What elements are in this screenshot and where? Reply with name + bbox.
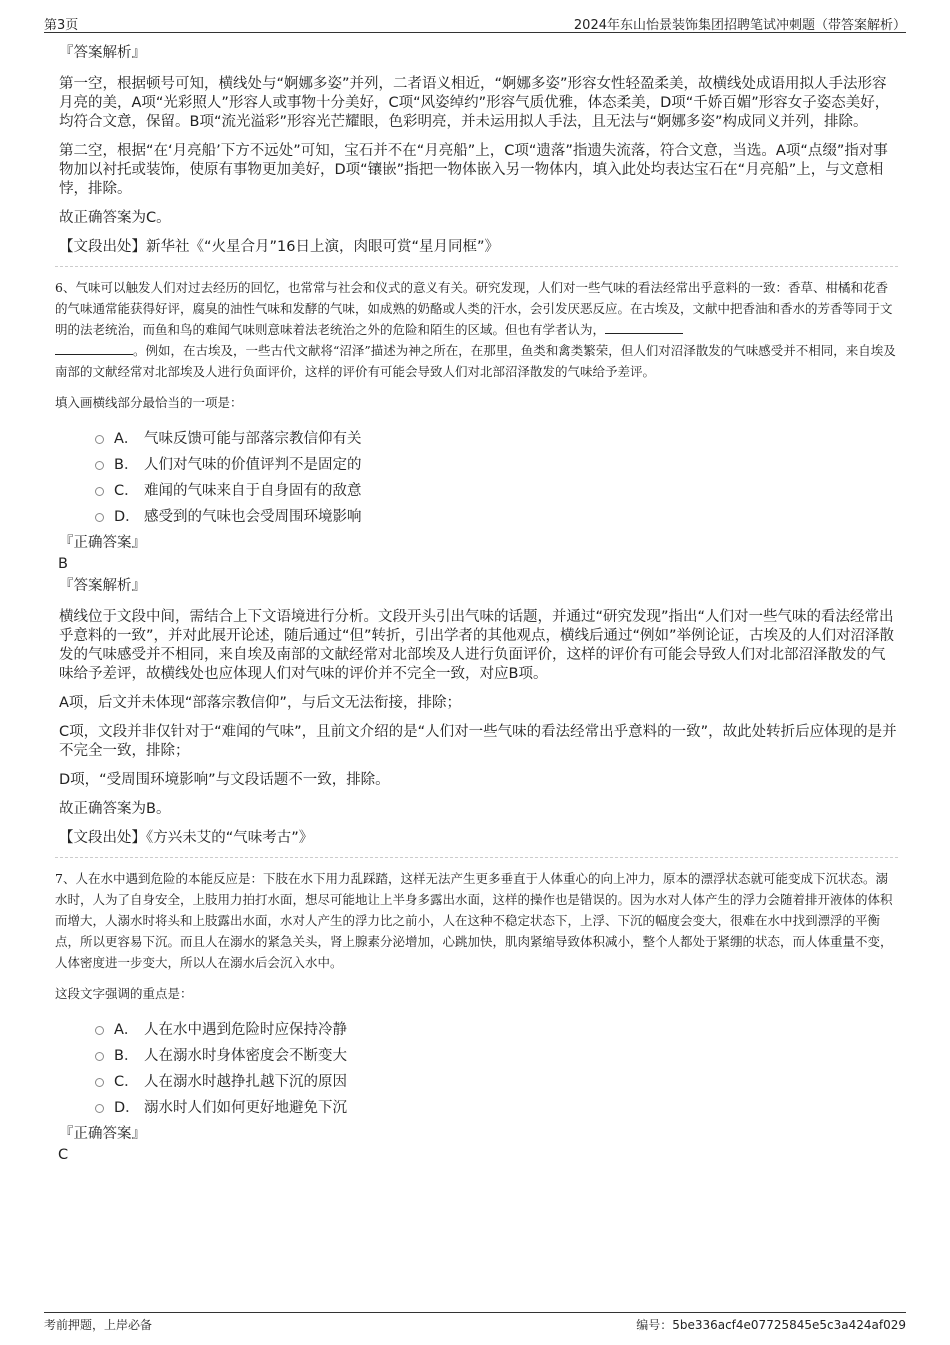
radio-icon[interactable] (95, 435, 104, 444)
page-header (44, 12, 906, 33)
options-list (95, 1015, 898, 1119)
source-citation: 【文段出处】新华社《“火星合月”16日上演，肉眼可赏“星月同框”》 (59, 239, 499, 255)
analysis-paragraph: 横线位于文段中间，需结合上下文语境进行分析。文段开头引出气味的话题，并通过“研究发现”指出“人们对一些气味的看法经常出乎意料的一致”，并对此展开论述，随后通过“但”转折，引出学者的其他观点，横线后通过“例如”举例论证，古埃及的人们对沼泽散发的气味感受并不相同，来自埃及南部的文献经常对北部埃及人进行负面评价，这样的评价有可能会导致人们对北部沼泽散发的气味给予差评，故横线处也应体现人们对气味的评价并不完全一致，对应B项。 (59, 609, 895, 682)
source-citation: 【文段出处】《方兴未艾的“气味考古”》 (59, 830, 314, 846)
option-a[interactable]: A． 气味反馈可能与部落宗教信仰有关 (95, 424, 898, 450)
document-code: 编号：5be336acf4e07725845e5c3a424af029 (636, 1318, 906, 1332)
radio-icon[interactable] (95, 1052, 104, 1061)
option-d[interactable]: D． 溺水时人们如何更好地避免下沉 (95, 1093, 898, 1119)
analysis-paragraph: D项，“受周围环境影响”与文段话题不一致，排除。 (59, 772, 390, 788)
radio-icon[interactable] (95, 1104, 104, 1113)
option-b[interactable]: B． 人在溺水时身体密度会不断变大 (95, 1041, 898, 1067)
page-number: 第3页 (44, 18, 79, 33)
question-text: 。例如，在古埃及，一些古代文献将“沼泽”描述为神之所在，在那里，鱼类和禽类繁荣，但人们对沼泽散发的气味感受并不相同，来自埃及南部的文献经常对北部埃及人进行负面评价，这样的评价有可能会导致人们对北部沼泽散发的气味给予差评。 (55, 343, 896, 379)
analysis-paragraph: 第一空，根据顿号可知，横线处与“婀娜多姿”并列，二者语义相近，“婀娜多姿”形容女性轻盈柔美，故横线处成语用拟人手法形容月亮的美，A项“光彩照人”形容人或事物十分美好，C项“风姿绰约”形容气质优雅，体态柔美，D项“千娇百媚”形容女子姿态美好，均符合文意，保留。B项“流光溢彩”形容光芒耀眼，色彩明亮，并未运用拟人手法，且无法与“婀娜多姿”构成同义并列，排除。 (59, 76, 890, 130)
question-prompt: 这段文字强调的重点是： (55, 986, 193, 1001)
question-stem (55, 277, 898, 382)
document-title: 2024年东山怡景装饰集团招聘笔试冲刺题（带答案解析） (573, 18, 906, 33)
analysis-paragraph: A项，后文并未体现“部落宗教信仰”，与后文无法衔接，排除； (59, 695, 461, 711)
option-a[interactable]: A． 人在水中遇到危险时应保持冷静 (95, 1015, 898, 1041)
fill-blank-line (605, 321, 683, 334)
option-c[interactable]: C． 难闻的气味来自于自身固有的敌意 (95, 476, 898, 502)
radio-icon[interactable] (95, 487, 104, 496)
correct-answer-label: 『正确答案』 (59, 535, 146, 551)
option-b[interactable]: B． 人们对气味的价值评判不是固定的 (95, 450, 898, 476)
correct-answer: B (58, 556, 68, 572)
question-prompt: 填入画横线部分最恰当的一项是： (55, 395, 243, 410)
footer-slogan: 考前押题，上岸必备 (44, 1318, 153, 1332)
option-d[interactable]: D． 感受到的气味也会受周围环境影响 (95, 502, 898, 528)
radio-icon[interactable] (95, 461, 104, 470)
analysis-paragraph: 第二空，根据“在‘月亮船’下方不远处”可知，宝石并不在“月亮船”上，C项“遗落”指遗失流落，符合文意，当选。A项“点缀”指对事物加以衬托或装饰，使原有事物更加美好，D项“镶嵌”指把一物体嵌入另一物体内，填入此处均表达宝石在“月亮船”上，与文意相悖，排除。 (59, 143, 888, 197)
option-c[interactable]: C． 人在溺水时越挣扎越下沉的原因 (95, 1067, 898, 1093)
question-text: 6、气味可以触发人们对过去经历的回忆，也常常与社会和仪式的意义有关。研究发现，人们对一些气味的看法经常出乎意料的一致：香草、柑橘和花香的气味通常能获得好评，腐臭的油性气味和发酵的气味，如成熟的奶酪或人类的汗水，会引发厌恶反应。在古埃及，文献中把香油和香水的芳香等同于文明的法老统治，而鱼和鸟的难闻气味则意味着法老统治之外的危险和陌生的区域。但也有学者认为， (55, 280, 893, 337)
correct-answer-label: 『正确答案』 (59, 1126, 146, 1142)
analysis-conclusion: 故正确答案为C。 (59, 210, 171, 226)
question-divider (55, 857, 898, 858)
document-body (55, 44, 898, 1168)
question-stem: 7、人在水中遇到危险的本能反应是：下肢在水下用力乱踩踏，这样无法产生更多垂直于人体重心的向上冲力，原本的漂浮状态就可能变成下沉状态。溺水时，人为了自身安全，上肢用力拍打水面，想尽可能地让上半身多露出水面，这样的操作也是错误的。因为水对人体产生的浮力会随着排开液体的体积而增大，人溺水时将头和上肢露出水面，水对人产生的浮力比之前小，人在这种不稳定状态下，上浮、下沉的幅度会变大，很难在水中找到漂浮的平衡点，所以更容易下沉。而且人在溺水的紧急关头，肾上腺素分泌增加，心跳加快，肌肉紧缩导致体积减小，整个人都处于紧绷的状态，而人体重量不变，人体密度进一步变大，所以人在溺水后会沉入水中。 (55, 871, 893, 970)
question-divider (55, 266, 898, 267)
answer-analysis-label: 『答案解析』 (59, 578, 146, 594)
correct-answer: C (58, 1147, 69, 1163)
radio-icon[interactable] (95, 1026, 104, 1035)
fill-blank-line (55, 342, 133, 355)
page-footer (44, 1312, 906, 1335)
answer-analysis-label: 『答案解析』 (59, 45, 146, 61)
analysis-conclusion: 故正确答案为B。 (59, 801, 171, 817)
radio-icon[interactable] (95, 1078, 104, 1087)
radio-icon[interactable] (95, 513, 104, 522)
analysis-paragraph: C项，文段并非仅针对于“难闻的气味”，且前文介绍的是“人们对一些气味的看法经常出乎意料的一致”，故此处转折后应体现的是并不完全一致，排除； (59, 724, 897, 759)
options-list (95, 424, 898, 528)
